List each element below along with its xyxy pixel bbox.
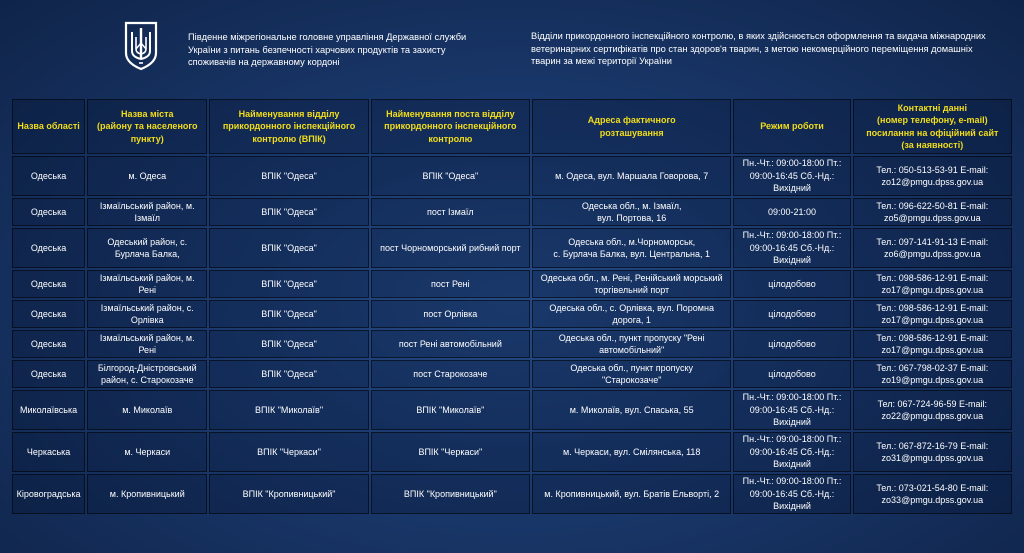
cell-region — [12, 330, 85, 358]
cell-text: м. Черкаси, вул. Смілянська, 118 — [562, 446, 701, 457]
cell-text: Одеська обл., пункт пропуску — [570, 362, 693, 373]
cell-post — [371, 156, 530, 196]
cell-text: пост Орлівка — [423, 308, 478, 319]
cell-text: ВПІК "Одеса" — [261, 206, 317, 217]
cell-text: Тел.: 098-586-12-91 E-mail: — [876, 272, 989, 283]
cell-address — [532, 198, 731, 226]
cell-city — [87, 432, 207, 472]
coat-of-arms-icon — [124, 21, 158, 71]
table-row — [12, 300, 1012, 328]
cell-schedule — [733, 474, 850, 514]
cell-region — [12, 156, 85, 196]
header-text: Контактні данні — [897, 102, 967, 113]
cell-text: Тел.: 050-513-53-91 E-mail: — [876, 164, 989, 175]
cell-text: Пн.-Чт.: 09:00-18:00 Пт.: — [742, 434, 842, 445]
header-text: Назва області — [17, 121, 80, 132]
cell-schedule — [733, 198, 850, 226]
cell-address — [532, 156, 731, 196]
org-line: споживачів на державному кордоні — [188, 57, 340, 67]
cell-text: Одеська — [30, 242, 67, 253]
cell-text: Одеська обл., м. Ізмаїл, — [581, 200, 682, 211]
cell-department — [209, 390, 368, 430]
cell-text: Вихідний — [773, 459, 811, 470]
table-row — [12, 228, 1012, 268]
cell-text: ВПІК "Одеса" — [422, 170, 479, 181]
cell-text: zo22@pmgu.dpss.gov.ua — [881, 411, 984, 421]
page-description — [531, 30, 991, 68]
cell-text: ВПІК "Одеса" — [261, 278, 317, 289]
inspection-posts-table — [10, 97, 1014, 516]
cell-post — [371, 228, 530, 268]
cell-city — [87, 228, 207, 268]
cell-text: цілодобово — [768, 278, 816, 289]
cell-city — [87, 198, 207, 226]
column-header-schedule — [733, 99, 850, 154]
cell-text: zo12@pmgu.dpss.gov.ua — [881, 177, 984, 187]
cell-region — [12, 270, 85, 298]
cell-text: zo6@pmgu.dpss.gov.ua — [884, 249, 981, 259]
column-header-region — [12, 99, 85, 154]
header-text: прикордонного інспекційного — [222, 121, 356, 132]
cell-text: zo5@pmgu.dpss.gov.ua — [884, 213, 981, 223]
cell-address — [532, 360, 731, 388]
column-header-city — [87, 99, 207, 154]
organization-title — [188, 31, 518, 69]
cell-text: Вихідний — [773, 417, 811, 428]
cell-text: Тел.: 073-021-54-80 E-mail: — [876, 482, 989, 493]
header-text: Найменування поста відділу — [386, 108, 515, 119]
cell-text: пост Ізмаїл — [427, 206, 474, 217]
cell-text: Пн.-Чт.: 09:00-18:00 Пт.: — [742, 476, 842, 487]
cell-contacts — [853, 198, 1012, 226]
cell-city — [87, 390, 207, 430]
cell-text: цілодобово — [768, 308, 816, 319]
cell-text: 09:00-16:45 Сб.-Нд.: — [749, 488, 835, 499]
table-row — [12, 156, 1012, 196]
table-row — [12, 198, 1012, 226]
cell-text: Одеська обл., м. Рені, Ренійський морський — [540, 272, 723, 283]
desc-line: ветеринарних сертифікатів про стан здоров'я тварин, з метою некомерційного переміщення домашніх — [531, 43, 973, 54]
cell-text: цілодобово — [768, 338, 816, 349]
cell-text: ВПІК "Одеса" — [261, 368, 317, 379]
cell-contacts — [853, 360, 1012, 388]
cell-schedule — [733, 156, 850, 196]
cell-text: Пн.-Чт.: 09:00-18:00 Пт.: — [742, 158, 842, 169]
cell-post — [371, 270, 530, 298]
cell-text: ВПІК "Одеса" — [261, 308, 317, 319]
cell-text: м. Одеса, вул. Маршала Говорова, 7 — [555, 170, 709, 181]
cell-text: zo17@pmgu.dpss.gov.ua — [881, 315, 984, 325]
cell-text: Вихідний — [773, 501, 811, 512]
cell-text: Кіровоградська — [16, 488, 81, 499]
cell-contacts — [853, 330, 1012, 358]
cell-text: ВПІК "Одеса" — [261, 242, 317, 253]
header-text: контролю — [428, 133, 473, 144]
table-row — [12, 330, 1012, 358]
column-header-department — [209, 99, 368, 154]
cell-text: Пн.-Чт.: 09:00-18:00 Пт.: — [742, 392, 842, 403]
header-text: Назва міста — [120, 108, 174, 119]
cell-post — [371, 330, 530, 358]
header-text: прикордонного інспекційного — [384, 121, 517, 132]
cell-text: zo31@pmgu.dpss.gov.ua — [881, 453, 984, 463]
cell-text: Ізмаїльський район, с. — [100, 302, 194, 313]
cell-address — [532, 228, 731, 268]
header-text: Найменування відділу — [238, 108, 340, 119]
cell-department — [209, 228, 368, 268]
cell-text: ВПІК "Черкаси" — [257, 446, 321, 457]
cell-text: Тел.: 098-586-12-91 E-mail: — [876, 302, 989, 313]
cell-text: Одеська — [30, 338, 67, 349]
cell-text: Одеська — [30, 308, 67, 319]
cell-contacts — [853, 300, 1012, 328]
header-text: розташування — [599, 127, 664, 138]
cell-text: Одеська обл., пункт пропуску "Рені — [558, 332, 705, 343]
cell-text: zo33@pmgu.dpss.gov.ua — [881, 495, 984, 505]
cell-text: м. Черкаси — [124, 446, 171, 457]
cell-schedule — [733, 270, 850, 298]
header-text: (району та населеного — [97, 121, 198, 132]
cell-text: Тел.: 067-798-02-37 E-mail: — [876, 362, 989, 373]
header-text: Режим роботи — [760, 121, 824, 132]
cell-schedule — [733, 432, 850, 472]
cell-text: Черкаська — [26, 446, 71, 457]
cell-text: Вихідний — [773, 183, 811, 194]
cell-contacts — [853, 228, 1012, 268]
cell-city — [87, 474, 207, 514]
table-body — [12, 156, 1012, 514]
cell-region — [12, 360, 85, 388]
cell-city — [87, 156, 207, 196]
cell-text: ВПІК "Одеса" — [261, 338, 317, 349]
table-row — [12, 432, 1012, 472]
cell-address — [532, 330, 731, 358]
cell-text: "Старокозаче" — [601, 375, 662, 385]
cell-text: Тел.: 098-586-12-91 E-mail: — [876, 332, 989, 343]
cell-contacts — [853, 156, 1012, 196]
cell-schedule — [733, 390, 850, 430]
cell-address — [532, 474, 731, 514]
table-header-row — [12, 99, 1012, 154]
cell-text: Одеська — [30, 206, 67, 217]
column-header-contacts — [853, 99, 1012, 154]
cell-schedule — [733, 300, 850, 328]
cell-text: м. Миколаїв, вул. Спаська, 55 — [569, 404, 694, 415]
cell-address — [532, 300, 731, 328]
cell-department — [209, 270, 368, 298]
cell-text: пост Чорноморський рибний порт — [380, 242, 521, 253]
cell-text: Тел.: 096-622-50-81 E-mail: — [876, 200, 989, 211]
cell-text: Ізмаїльський район, м. — [99, 200, 195, 211]
cell-text: цілодобово — [768, 368, 816, 379]
cell-text: ВПІК "Кропивницький" — [403, 488, 497, 499]
cell-address — [532, 390, 731, 430]
cell-text: 09:00-16:45 Сб.-Нд.: — [749, 404, 835, 415]
cell-region — [12, 432, 85, 472]
cell-text: Пн.-Чт.: 09:00-18:00 Пт.: — [742, 230, 842, 241]
cell-text: 09:00-16:45 Сб.-Нд.: — [749, 242, 835, 253]
cell-address — [532, 432, 731, 472]
cell-text: Тел: 067-724-96-59 E-mail: — [877, 398, 988, 409]
cell-schedule — [733, 228, 850, 268]
cell-text: ВПІК "Миколаїв" — [255, 404, 324, 415]
cell-text: Тел.: 067-872-16-79 E-mail: — [876, 440, 989, 451]
cell-department — [209, 330, 368, 358]
desc-line: тварин за межі території України — [531, 56, 672, 66]
cell-region — [12, 474, 85, 514]
header-text: посилання на офіційний сайт — [866, 127, 999, 138]
header-text: пункту) — [130, 133, 164, 144]
column-header-post — [371, 99, 530, 154]
cell-department — [209, 360, 368, 388]
cell-city — [87, 360, 207, 388]
cell-text: Одеський район, с. — [107, 236, 188, 247]
cell-region — [12, 198, 85, 226]
cell-text: Одеська — [30, 170, 67, 181]
cell-text: Одеська — [30, 278, 67, 289]
cell-text: м. Кропивницький — [109, 488, 185, 499]
table-row — [12, 360, 1012, 388]
cell-department — [209, 198, 368, 226]
cell-post — [371, 198, 530, 226]
cell-text: zo17@pmgu.dpss.gov.ua — [881, 345, 984, 355]
cell-text: дорога, 1 — [612, 315, 651, 325]
cell-text: zo19@pmgu.dpss.gov.ua — [881, 375, 984, 385]
org-line: України з питань безпечності харчових продуктів та захисту — [188, 44, 446, 55]
cell-department — [209, 432, 368, 472]
cell-post — [371, 300, 530, 328]
cell-text: 09:00-16:45 Сб.-Нд.: — [749, 446, 835, 457]
cell-contacts — [853, 270, 1012, 298]
cell-text: м. Одеса — [128, 170, 167, 181]
cell-text: ВПІК "Черкаси" — [418, 446, 483, 457]
column-header-address — [532, 99, 731, 154]
cell-text: с. Бурлача Балка, вул. Центральна, 1 — [553, 249, 711, 259]
cell-text: Одеська — [30, 368, 67, 379]
cell-text: вул. Портова, 16 — [597, 213, 667, 223]
cell-text: ВПІК "Одеса" — [261, 170, 317, 181]
cell-region — [12, 228, 85, 268]
table-row — [12, 474, 1012, 514]
cell-city — [87, 330, 207, 358]
cell-department — [209, 300, 368, 328]
table-row — [12, 390, 1012, 430]
cell-region — [12, 300, 85, 328]
cell-city — [87, 300, 207, 328]
cell-post — [371, 474, 530, 514]
cell-schedule — [733, 360, 850, 388]
cell-text: автомобільний" — [599, 345, 665, 355]
cell-text: Бурлача Балка, — [114, 249, 180, 259]
cell-department — [209, 474, 368, 514]
org-line: Південне міжрегіональне головне управління Державної служби — [188, 32, 467, 42]
cell-text: Ізмаїльський район, м. Рені — [99, 332, 195, 355]
cell-region — [12, 390, 85, 430]
cell-text: Одеська обл., м.Чорноморськ, — [568, 236, 696, 247]
cell-text: район, с. Старокозаче — [100, 375, 194, 385]
cell-text: ВПІК "Кропивницький" — [242, 488, 336, 499]
cell-city — [87, 270, 207, 298]
cell-text: Одеська обл., с. Орлівка, вул. Поромна — [549, 302, 714, 313]
cell-address — [532, 270, 731, 298]
cell-text: м. Кропивницький, вул. Братів Ельворті, 2 — [544, 488, 720, 499]
cell-text: пост Рені автомобільний — [398, 338, 502, 349]
cell-text: пост Старокозаче — [413, 368, 488, 379]
header-text: Адреса фактичного — [587, 115, 676, 126]
cell-contacts — [853, 432, 1012, 472]
cell-department — [209, 156, 368, 196]
cell-post — [371, 432, 530, 472]
cell-text: Тел.: 097-141-91-13 E-mail: — [876, 236, 989, 247]
cell-text: торгівельний порт — [594, 285, 670, 295]
cell-text: Ізмаїльський район, м. Рені — [99, 272, 195, 295]
cell-text: zo17@pmgu.dpss.gov.ua — [881, 285, 984, 295]
cell-text: Ізмаїл — [134, 213, 161, 223]
cell-text: м. Миколаїв — [122, 404, 173, 415]
header-text: (номер телефону, e-mail) — [877, 115, 988, 126]
cell-schedule — [733, 330, 850, 358]
cell-text: 09:00-21:00 — [767, 206, 817, 217]
header-text: контролю (ВПІК) — [252, 133, 326, 144]
cell-text: Орлівка — [130, 315, 164, 325]
table-row — [12, 270, 1012, 298]
cell-contacts — [853, 390, 1012, 430]
cell-text: пост Рені — [431, 278, 470, 289]
cell-text: 09:00-16:45 Сб.-Нд.: — [749, 170, 835, 181]
cell-post — [371, 390, 530, 430]
cell-text: Вихідний — [773, 255, 811, 266]
cell-post — [371, 360, 530, 388]
cell-text: Миколаївська — [20, 404, 78, 415]
cell-text: Білгород-Дністровський — [97, 362, 197, 373]
desc-line: Відділи прикордонного інспекційного контролю, в яких здійснюється оформлення та видача міжнародних — [531, 31, 986, 41]
cell-contacts — [853, 474, 1012, 514]
cell-text: ВПІК "Миколаїв" — [416, 404, 485, 415]
header-text: (за наявності) — [901, 139, 964, 150]
